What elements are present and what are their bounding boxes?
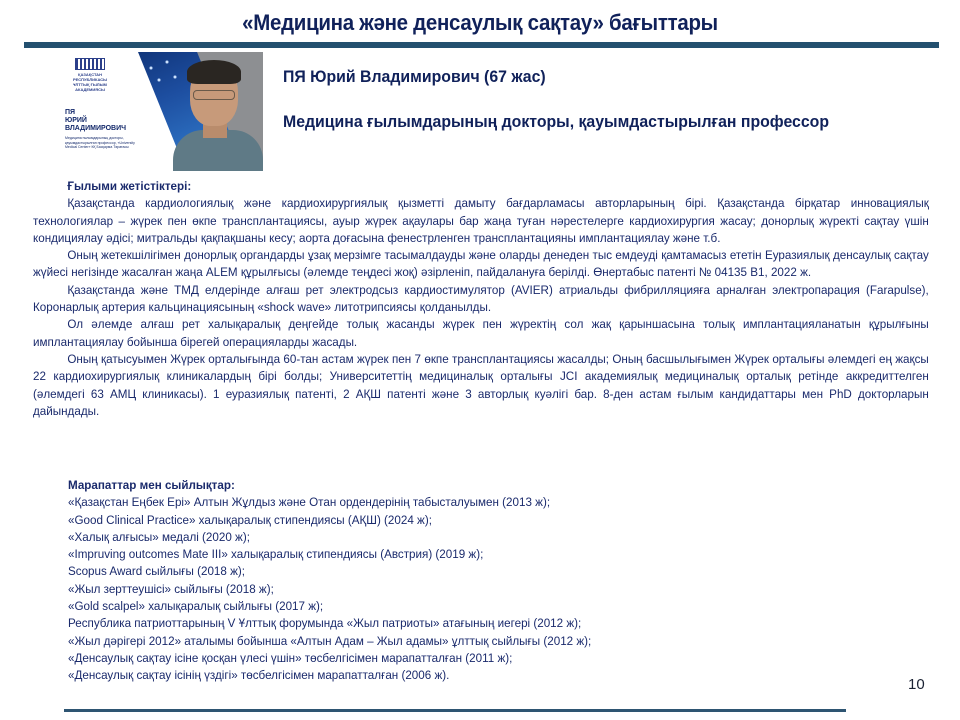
card-description: Медицина ғылымдарының докторы, қауымдастырылған профессор, «University Medical Center» КҚ Басқарма Төрағасы <box>65 136 135 149</box>
awards-section <box>68 477 737 685</box>
award-item: «Денсаулық сақтау ісіне қосқан үлесі үшін» төсбелгісімен марапатталған (2011 ж); <box>68 650 513 665</box>
card-name-line2: ЮРИЙ <box>65 117 87 124</box>
award-item: Республика патриоттарының V Ұлттық форумында «Жыл патриоты» атағының иегері (2012 ж); <box>68 616 582 631</box>
award-item: «Халық алғысы» медалі (2020 ж); <box>68 529 250 544</box>
card-name-line1: ПЯ <box>65 109 76 116</box>
achievement-paragraph: Қазақстанда кардиологиялық және кардиохирургиялық қызметті дамыту бағдарламасы авторларының бірі. Қазақстанда бірқатар инновациялық технологиялар – жүрек пен өкпе трансплантациясы, ауыр жүрек ақаулары бар жаңа туған нәрестелерге кардиохирургия жасау; донорлық жүректі сақтау үшін кондициялау әдісі; митральды қақпақшаны кесу; аорта доғасына фенестрленген трансплантацияны имплантациялау және т.б. <box>33 196 929 245</box>
person-degree: Медицина ғылымдарының докторы, қауымдастырылған профессор <box>283 113 830 131</box>
academy-name: ҚАЗАҚСТАН РЕСПУБЛИКАСЫ ҰЛТТЫҚ ҒЫЛЫМ АКАДЕМИЯСЫ <box>72 72 108 92</box>
award-item: «Gold scalpel» халықаралық сыйлығы (2017 ж); <box>68 599 324 614</box>
achievements-heading: Ғылыми жетістіктері: <box>67 179 192 193</box>
academy-logo-icon <box>75 58 105 70</box>
award-item: «Жыл зерттеушісі» сыйлығы (2018 ж); <box>68 581 274 596</box>
footer-bar <box>64 709 846 712</box>
awards-list <box>68 494 737 684</box>
achievements-section <box>33 178 929 420</box>
award-item: «Impruving outcomes Mate III» халықаралық стипендиясы (Австрия) (2019 ж); <box>68 547 484 562</box>
card-name-line3: ВЛАДИМИРОВИЧ <box>65 125 127 132</box>
achievement-paragraph: Қазақстанда және ТМД елдерінде алғаш рет электродсыз кардиостимулятор (AVIER) атриальды фибрилляцияға арналған электропарация (Farapulse), Коронарлық артерия кальцинациясының «shock wave» литотрипсиясы қолданылды. <box>33 282 929 315</box>
award-item: «Жыл дәрігері 2012» аталымы бойынша «Алтын Адам – Жыл адамы» ұлттық сыйлығы (2012 ж); <box>68 633 592 648</box>
page-number: 10 <box>908 676 925 693</box>
title-underline-bar <box>24 42 939 48</box>
award-item: «Good Clinical Practice» халықаралық стипендиясы (АҚШ) (2024 ж); <box>68 512 432 527</box>
award-item: Scopus Award сыйлығы (2018 ж); <box>68 564 246 579</box>
person-name: ПЯ Юрий Владимирович (67 жас) <box>283 68 546 86</box>
portrait-hair <box>187 60 241 84</box>
award-item: «Қазақстан Еңбек Ері» Алтын Жұлдыз және Отан ордендерінің табысталуымен (2013 ж); <box>68 495 551 510</box>
slide-title: «Медицина және денсаулық сақтау» бағыттары <box>242 10 718 35</box>
network-pattern-icon <box>143 56 183 86</box>
portrait-card <box>63 52 263 171</box>
achievement-paragraph: Ол әлемде алғаш рет халықаралық деңгейде толық жасанды жүрек пен жүректің сол жақ қарыншасына толық имплантацияланатын құрылғыны имплантациялау бойынша бірегей операцияларды жасады. <box>33 317 929 349</box>
glasses-icon <box>193 90 235 100</box>
achievement-paragraph: Оның жетекшілігімен донорлық органдарды ұзақ мерзімге тасымалдауды және оларды денеден тыс емдеуді қамтамасыз ететін Еуразиялық денсаулық сақтау жүйесі негізінде жасалған жаңа ALEM құрылғысы (әлемде теңдесі жоқ) әзірленіп, пайдалануға берілді. Өнертабыс патенті № 04135 B1, 2022 ж. <box>33 248 929 280</box>
card-person-name <box>65 109 145 133</box>
award-item: «Денсаулық сақтау ісінің үздігі» төсбелгісімен марапатталған (2006 ж). <box>68 668 450 683</box>
awards-heading: Марапаттар мен сыйлықтар: <box>68 478 235 492</box>
achievement-paragraph: Оның қатысуымен Жүрек орталығында 60-тан астам жүрек пен 7 өкпе трансплантациясы жасалды; Оның басшылығымен Жүрек орталығы әлемдегі ең жақсы 22 кардиохирургиялық клиникалардың бірі болды; Университеттің медициналық орталығы JCI академиялық медициналық орталық ретінде аккредиттелген (әлемдегі 63 АМЦ клиникасы). 1 еуразиялық патенті, 2 АҚШ патенті және 3 авторлық куәлігі бар. 8-ден астам ғылым кандидаттары мен PhD докторларын дайындады. <box>33 351 929 418</box>
